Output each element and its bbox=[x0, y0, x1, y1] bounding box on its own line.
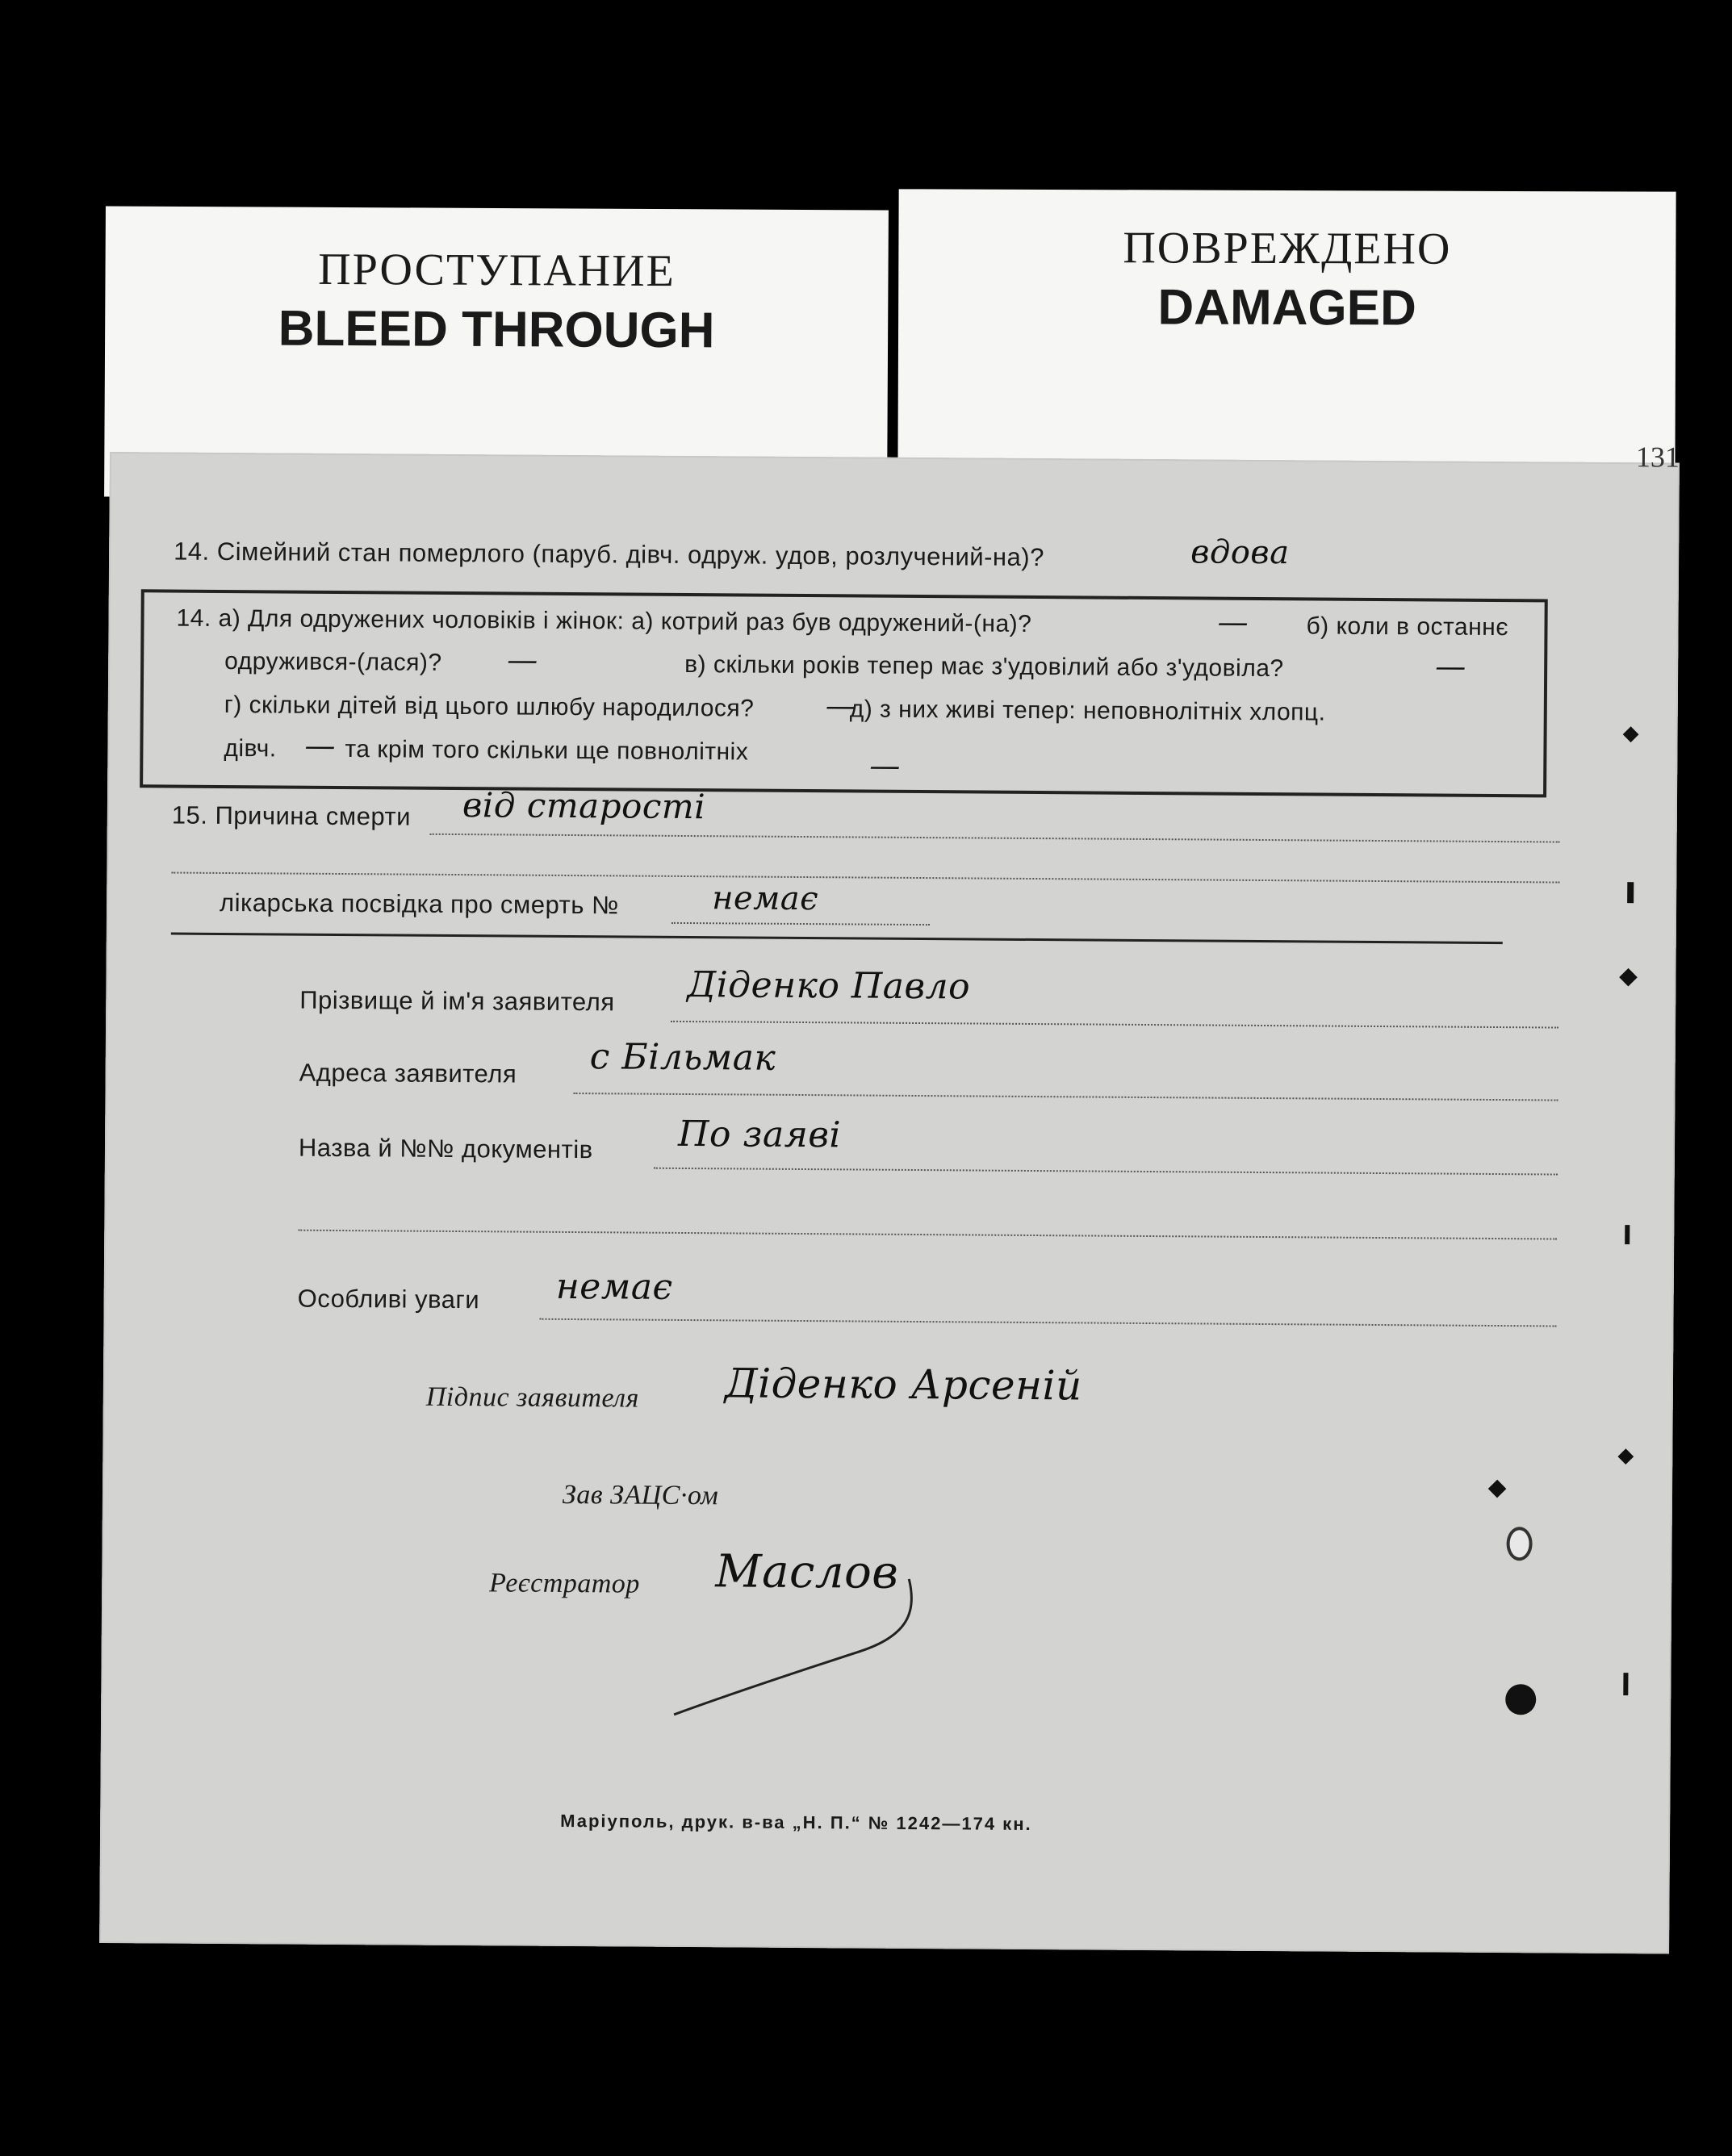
signature-label: Підпис заявителя bbox=[425, 1381, 640, 1414]
remarks-value: немає bbox=[555, 1265, 673, 1308]
punch-mark bbox=[1488, 1480, 1507, 1498]
q14a-dash6: — bbox=[869, 747, 901, 783]
q14a-line4: дівч. bbox=[224, 734, 277, 763]
registrar-label: Реєстратор bbox=[489, 1568, 641, 1599]
q14a-dash1: — bbox=[1217, 604, 1249, 640]
q14a-line3: г) скільки дітей від цього шлюбу народилося? bbox=[224, 691, 755, 722]
punch-mark bbox=[1627, 882, 1634, 903]
registrar-signature-flourish bbox=[666, 1561, 925, 1724]
punch-mark bbox=[1617, 1448, 1634, 1464]
damaged-label-en: DAMAGED bbox=[1157, 279, 1416, 336]
punch-mark bbox=[1625, 1225, 1630, 1244]
punch-mark bbox=[1619, 968, 1638, 987]
q14a-line4b: та крім того скільки ще повнолітніх bbox=[345, 736, 749, 766]
q14a-line1: 14. а) Для одружених чоловіків і жінок: а) котрий раз був одружений-(на)? bbox=[176, 604, 1032, 637]
remarks-line bbox=[540, 1318, 1557, 1327]
registrar-signature: Маслов bbox=[715, 1545, 899, 1599]
q14a-line3b: д) з них живі тепер: неповнолітніх хлопц. bbox=[849, 696, 1326, 726]
page-number: 131 bbox=[1635, 441, 1680, 474]
damaged-label-ru: ПОВРЕЖДЕНО bbox=[1123, 223, 1452, 274]
applicant-name-line bbox=[671, 1021, 1558, 1029]
applicant-address: с Більмак bbox=[589, 1036, 776, 1079]
bleed-through-label-en: BLEED THROUGH bbox=[278, 300, 715, 359]
q14a-line2b: в) скільки років тепер має з'удовілий або з'удовіла? bbox=[684, 650, 1284, 683]
q14-answer: вдова bbox=[1190, 533, 1290, 572]
q14a-line1b: б) коли в останнє bbox=[1306, 612, 1509, 641]
documents-line-2 bbox=[298, 1230, 1557, 1240]
remarks-label: Особливі уваги bbox=[297, 1284, 480, 1314]
q15-answer: від старості bbox=[462, 785, 706, 827]
documents-value: По заяві bbox=[677, 1113, 842, 1156]
applicant-name: Діденко Павло bbox=[687, 964, 971, 1008]
applicant-address-label: Адреса заявителя bbox=[299, 1058, 517, 1088]
q14a-line2: одружився-(лася)? bbox=[224, 647, 442, 676]
cert-dotted-line bbox=[671, 922, 930, 925]
printer-footer: Маріуполь, друк. в-ва „Н. П.“ № 1242—174 кн. bbox=[560, 1810, 1032, 1835]
q14a-dash3: — bbox=[1435, 648, 1466, 684]
q15-label: 15. Причина смерти bbox=[171, 800, 412, 831]
section-divider bbox=[171, 933, 1503, 945]
documents-line bbox=[654, 1168, 1558, 1176]
q14a-box bbox=[140, 589, 1548, 797]
cert-answer: немає bbox=[711, 880, 819, 918]
head-label: Зав ЗАЦС·ом bbox=[562, 1479, 719, 1511]
applicant-address-line bbox=[573, 1093, 1558, 1101]
punch-mark bbox=[1623, 726, 1639, 742]
q14a-dash2: — bbox=[507, 641, 538, 678]
q15-dotted-line bbox=[430, 834, 1560, 843]
cert-label: лікарська посвідка про смерть № bbox=[219, 888, 619, 920]
documents-label: Назва й №№ документів bbox=[298, 1133, 593, 1164]
death-record-form bbox=[99, 441, 1680, 1954]
q15-dotted-line-2 bbox=[171, 872, 1559, 884]
q14a-dash4: — bbox=[825, 687, 857, 724]
q14-label: 14. Сімейний стан померлого (паруб. дівч. одруж. удов, розлучений-на)? bbox=[174, 537, 1045, 572]
punch-mark bbox=[1623, 1673, 1628, 1695]
bleed-through-label-ru: ПРОСТУПАНИЕ bbox=[318, 244, 676, 297]
binding-hole bbox=[1506, 1527, 1532, 1561]
q14a-dash5: — bbox=[304, 727, 337, 763]
applicant-signature: Діденко Арсеній bbox=[724, 1360, 1082, 1410]
binding-hole bbox=[1505, 1684, 1536, 1715]
damaged-card bbox=[897, 189, 1676, 498]
applicant-name-label: Прізвище й ім'я заявителя bbox=[299, 985, 615, 1017]
